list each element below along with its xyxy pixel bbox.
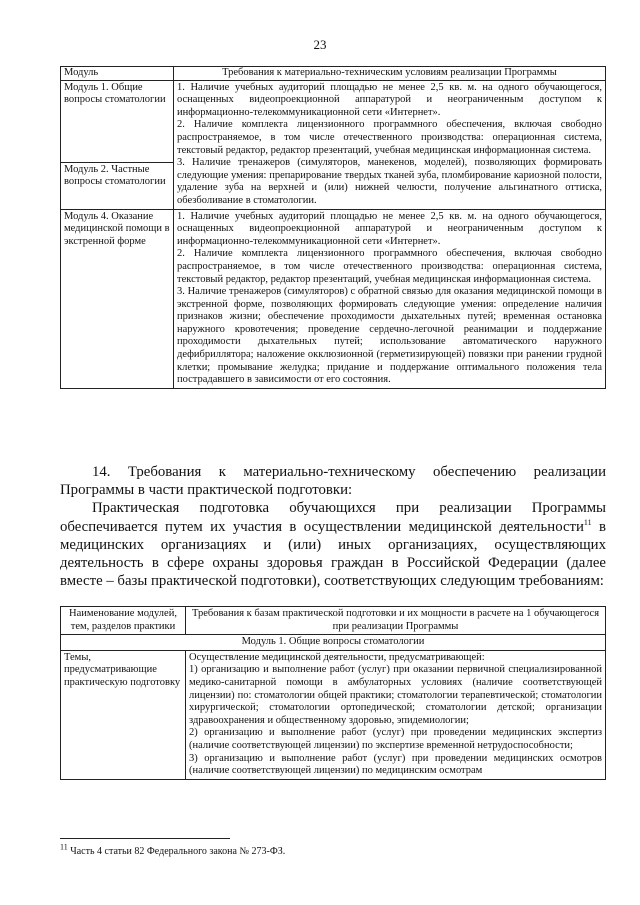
module-cell: Модуль 4. Оказание медицинской помощи в экстренной форме — [61, 209, 174, 388]
column-header-module-names: Наименование модулей, тем, разделов практики — [61, 607, 186, 635]
section-heading: 14. Требования к материально-техническому обеспечению реализации Программы в части практической подготовки: — [60, 464, 606, 499]
table-row — [61, 80, 606, 162]
section-paragraph — [60, 499, 606, 590]
footnote-reference: 11 — [583, 517, 592, 527]
requirement-item: 2. Наличие комплекта лицензионного программного обеспечения, включая свободно распространяемое, в том числе отечественного производства: операционная система, текстовый редактор, редактор презентаций, учебная медицинская информационная система. — [177, 119, 602, 156]
section-14 — [60, 463, 606, 590]
requirements-cell — [186, 650, 606, 779]
module-cell: Модуль 1. Общие вопросы стоматологии — [61, 80, 174, 162]
requirement-item: 2. Наличие комплекта лицензионного программного обеспечения, включая свободно распространяемое, в том числе отечественного производства: операционная система, текстовый редактор, редактор презентаций, учебная медицинская информационная система. — [177, 248, 602, 285]
requirements-cell — [174, 209, 606, 388]
table-row — [61, 209, 606, 388]
requirement-line: Осуществление медицинской деятельности, предусматривающей: — [189, 651, 485, 663]
requirement-line: 2) организацию и выполнение работ (услуг) при проведении медицинских экспертиз (наличие соответствующей лицензии) по экспертизе временной нетрудоспособности; — [189, 727, 602, 751]
column-header-requirements: Требования к материально-техническим условиям реализации Программы — [174, 67, 606, 81]
material-conditions-table — [60, 66, 606, 389]
topic-cell: Темы, предусматривающие практическую подготовку — [61, 650, 186, 779]
column-header-base-requirements: Требования к базам практической подготовки и их мощности в расчете на 1 обучающегося при реализации Программы — [186, 607, 606, 635]
footnote-divider — [60, 838, 230, 839]
table-row — [61, 650, 606, 779]
footnote-mark: 11 — [60, 842, 68, 852]
module-cell: Модуль 2. Частные вопросы стоматологии — [61, 162, 174, 209]
page-number: 23 — [313, 37, 327, 52]
footnote — [60, 842, 286, 857]
requirement-line: 1) организацию и выполнение работ (услуг) при оказании первичной специализированной медико-санитарной помощи в амбулаторных условиях (наличие соответствующей лицензии) по: стоматологии общей практики; стоматологии терапевтической; стоматологии хирургической; стоматологии ортопедической; стоматологии детской; организации здравоохранения и общественному здоровью, эпидемиологии; — [189, 664, 602, 726]
requirement-item: 3. Наличие тренажеров (симуляторов) с обратной связью для оказания медицинской помощи в экстренной форме, позволяющих формировать следующие умения: определение наличия признаков жизни; обеспечение проходимости дыхательных путей; временная остановка наружного кровотечения; проведение сердечно-легочной реанимации и поддержание проходимости дыхательных путей; использование автоматического наружного дефибриллятора; наложение окклюзионной (герметизирующей) повязки при ранении грудной клетки; промывание желудка; придание и поддержание оптимального положения тела пострадавшего в зависимости от его состояния. — [177, 286, 602, 386]
column-header-module: Модуль — [61, 67, 174, 81]
footnote-text: Часть 4 статьи 82 Федерального закона № 273-ФЗ. — [67, 846, 286, 857]
paragraph-text-end: в медицинских организациях и (или) иных организациях, осуществляющих деятельность в сфере охраны здоровья граждан в Российской Федерации (далее вместе – базы практической подготовки), соответствующих следующим требованиям: — [60, 518, 606, 590]
requirement-item: 1. Наличие учебных аудиторий площадью не менее 2,5 кв. м. на одного обучающегося, оснащенных видеопроекционной аппаратурой и неограниченным доступом к информационно-телекоммуникационной сети «Интернет». — [177, 210, 602, 247]
requirement-item: 3. Наличие тренажеров (симуляторов, манекенов, моделей), позволяющих формировать следующие умения: препарирование твердых тканей зуба, пломбирование кариозной полости, удаление зуба на верхней и (или) нижней челюсти, получение альгинатного оттиска, обезболивание в стоматологии. — [177, 157, 602, 206]
table-row — [61, 635, 606, 651]
requirement-line: 3) организацию и выполнение работ (услуг) при проведении медицинских осмотров (наличие соответствующей лицензии) по медицинским осмотрам — [189, 752, 602, 777]
practical-training-table — [60, 606, 606, 780]
requirements-cell — [174, 80, 606, 209]
table-header-row — [61, 67, 606, 81]
paragraph-text-start: Практическая подготовка обучающихся при реализации Программы обеспечивается путем их участия в осуществлении медицинской деятельности — [60, 500, 606, 535]
module-row: Модуль 1. Общие вопросы стоматологии — [61, 635, 606, 651]
table-header-row — [61, 607, 606, 635]
requirement-item: 1. Наличие учебных аудиторий площадью не менее 2,5 кв. м. на одного обучающегося, оснащенных видеопроекционной аппаратурой и неограниченным доступом к информационно-телекоммуникационной сети «Интернет». — [177, 81, 602, 118]
